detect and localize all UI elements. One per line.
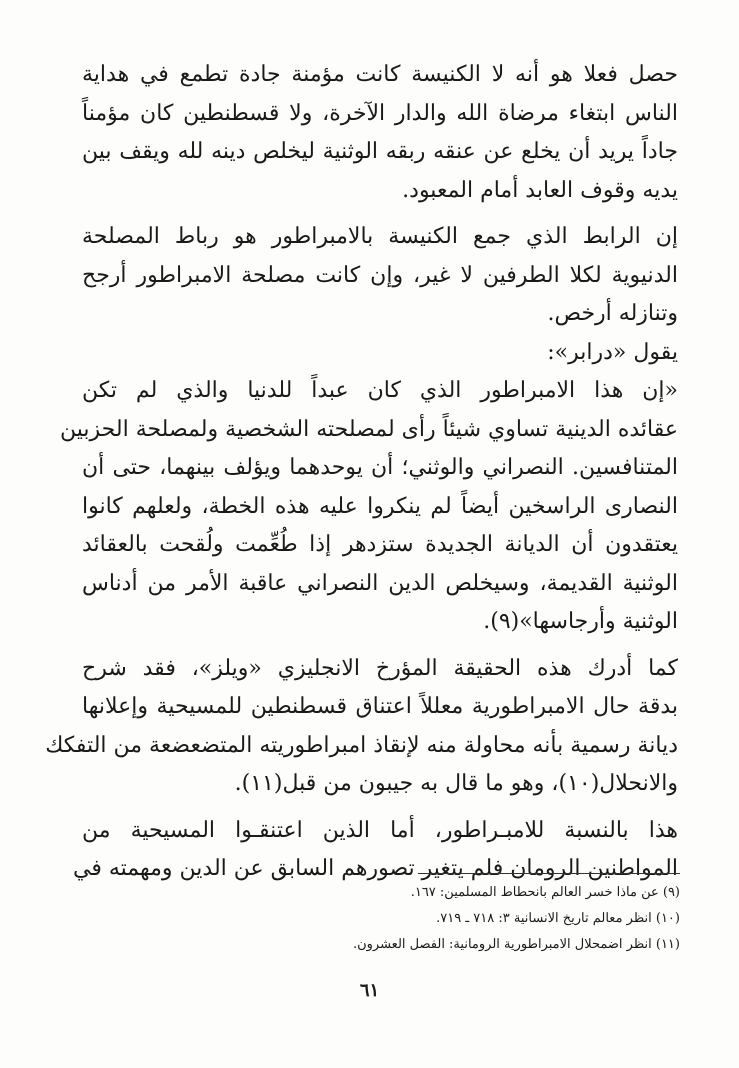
text-line: حصل فعلا هو أنه لا الكنيسة كانت مؤمنة جادة تطمع في هداية [82,62,678,87]
text-line: بدقة حال الامبراطورية معللاً اعتناق قسطنطين للمسيحية وإعلانها [82,694,678,719]
paragraph-4 [45,650,678,804]
quote-line: يعتقدون أن الديانة الجديدة ستزدهر إذا طُعِّمت ولُقحت بالعقائد [82,532,678,557]
quote-line: عقائده الدينية تساوي شيئاً رأى لمصلحته الشخصية ولمصلحة الحزبين [60,416,678,442]
quote-line: الوثنية وأرجاسها»(٩). [483,609,678,634]
text-line: إن الرابط الذي جمع الكنيسة بالامبراطور هو رباط المصلحة [82,224,678,249]
quote-line: الوثنية القديمة، وسيخلص الدين النصراني عاقبة الأمر من أدناس [82,570,678,596]
quote-line: النصارى الراسخين أيضاً لم ينكروا عليه هذه الخطة، ولعلهم كانوا [82,493,678,519]
paragraph-3 [60,334,678,642]
text-line: كما أدرك هذه الحقيقة المؤرخ الانجليزي «ويلز»، فقد شرح [82,655,678,681]
footnote-divider [418,873,680,874]
text-line: المواطنين الرومان فلم يتغير تصورهم السابق عن الدين ومهمته في [72,856,678,881]
text-line: هذا بالنسبة للامبـراطور، أما الذين اعتنقـوا المسيحية من [82,817,678,843]
footnote: (١٠) انظر معالم تاريخ الانسانية ٣: ٧١٨ ـ ٧١٩. [436,911,680,926]
page-number: ٦١ [359,980,380,1001]
quote-line: «إن هذا الامبراطور الذي كان عبداً للدنيا والذي لم تكن [82,378,678,403]
text-line: يقول «درابر»: [547,339,678,365]
footnote: (٩) عن ماذا خسر العالم بانحطاط المسلمين: ١٦٧. [410,885,680,900]
text-line: والانحلال(١٠)، وهو ما قال به جيبون من قبل(١١). [234,771,678,796]
text-line: الدنيوية لكلا الطرفين لا غير، وإن كانت مصلحة الامبراطور أرجح [82,262,678,288]
body-text [45,56,678,889]
footnotes [200,880,680,958]
paragraph-5 [72,812,678,889]
text-line: ديانة رسمية بأنه محاولة منه لإنقاذ امبراطوريته المتضعضعة من التفكك [45,732,678,758]
paragraph-2 [82,218,678,334]
footnote: (١١) انظر اضمحلال الامبراطورية الرومانية: الفصل العشرون. [352,937,680,952]
quote-line: المتنافسين. النصراني والوثني؛ أن يوحدهما ويؤلف بينهما، حتى أن [82,455,678,480]
text-line: وتنازله أرخص. [547,301,678,326]
text-line: يديه وقوف العابد أمام المعبود. [402,177,678,203]
text-line: الناس ابتغاء مرضاة الله والدار الآخرة، ولا قسطنطين كان مؤمناً [82,100,678,126]
paragraph-1 [82,56,678,210]
text-line: جاداً يريد أن يخلع عن عنقه ربقه الوثنية ليخلص دينه لله ويقف بين [82,139,678,164]
